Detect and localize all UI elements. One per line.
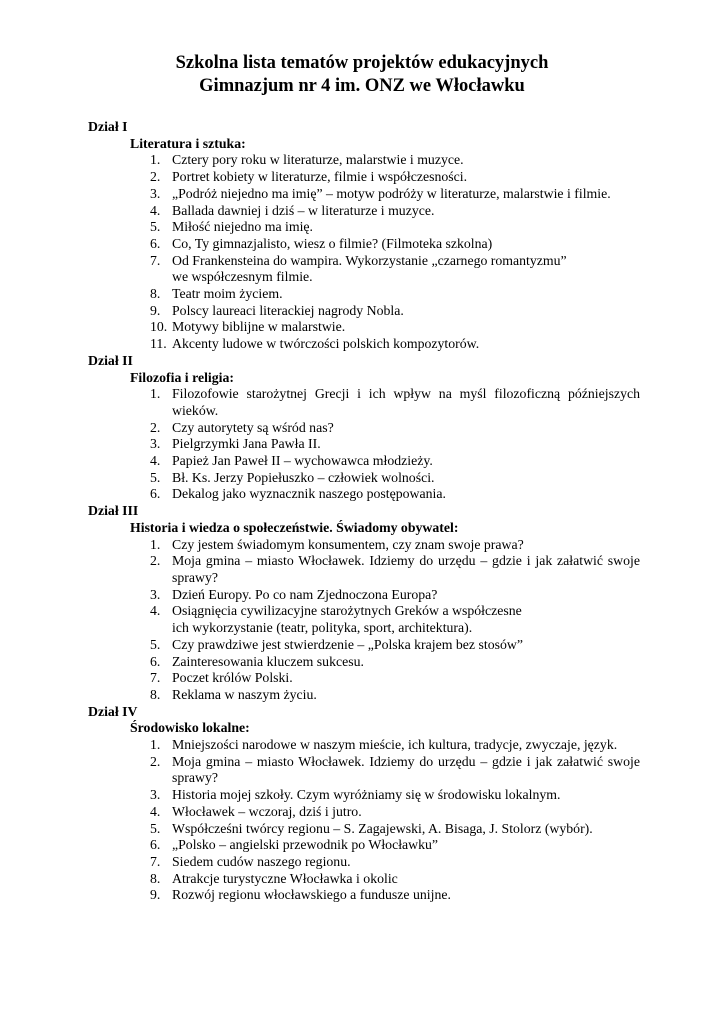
topic-text: Ballada dawniej i dziś – w literaturze i muzyce. xyxy=(172,202,435,218)
topic-text: Miłość niejedno ma imię. xyxy=(172,219,314,235)
section-label: Dział IV xyxy=(88,703,138,719)
topic-number: 1. xyxy=(150,152,161,168)
section-label: Dział I xyxy=(88,119,128,134)
topic-item xyxy=(88,670,640,687)
topic-text: Akcenty ludowe w twórczości polskich kompozytorów. xyxy=(172,336,480,352)
title-line-2: Gimnazjum nr 4 im. ONZ we Włocławku xyxy=(199,76,525,96)
section-label: Dział II xyxy=(88,352,133,368)
topic-item xyxy=(88,286,640,303)
topic-number: 7. xyxy=(150,670,161,686)
topic-text: Czy prawdziwe jest stwierdzenie – „Polska krajem bez stosów” xyxy=(172,636,523,652)
topic-text: „Podróż niejedno ma imię” – motyw podróży w literaturze, malarstwie i filmie. xyxy=(172,185,611,201)
topic-text: Zainteresowania kluczem sukcesu. xyxy=(172,653,364,669)
topic-item xyxy=(88,837,640,854)
topic-text: Pielgrzymki Jana Pawła II. xyxy=(172,436,321,452)
topic-number: 7. xyxy=(150,853,161,869)
topic-item xyxy=(88,553,640,586)
topic-number: 2. xyxy=(150,553,161,569)
topic-text: Polscy laureaci literackiej nagrody Nobla. xyxy=(172,302,404,318)
topic-item xyxy=(88,420,640,437)
topic-item xyxy=(88,637,640,654)
topic-item xyxy=(88,303,640,320)
topic-text: Rozwój regionu włocławskiego a fundusze unijne. xyxy=(172,887,451,903)
topic-number: 6. xyxy=(150,235,161,251)
topic-item xyxy=(88,386,640,419)
topic-text: Cztery pory roku w literaturze, malarstwie i muzyce. xyxy=(172,152,464,168)
topics-list xyxy=(88,119,640,904)
section-heading: Literatura i sztuka: xyxy=(130,135,246,151)
document-title xyxy=(0,52,724,98)
topic-text: Czy jestem świadomym konsumentem, czy znam swoje prawa? xyxy=(172,536,524,552)
topic-number: 5. xyxy=(150,820,161,836)
topic-number: 1. xyxy=(150,386,161,402)
topic-item xyxy=(88,887,640,904)
topic-number: 5. xyxy=(150,469,161,485)
topic-text: Moja gmina – miasto Włocławek. Idziemy do urzędu – gdzie i jak załatwić swoje sprawy? xyxy=(172,753,640,786)
topic-number: 5. xyxy=(150,219,161,235)
topic-list xyxy=(88,737,640,904)
topic-text: Czy autorytety są wśród nas? xyxy=(172,419,334,435)
topic-text: Papież Jan Paweł II – wychowawca młodzieży. xyxy=(172,453,433,469)
topic-item xyxy=(88,219,640,236)
topic-number: 10. xyxy=(150,319,168,335)
topic-text: Atrakcje turystyczne Włocławka i okolic xyxy=(172,870,398,886)
topic-number: 4. xyxy=(150,603,161,619)
topic-number: 4. xyxy=(150,453,161,469)
topic-item xyxy=(88,821,640,838)
topic-text-continuation: ich wykorzystanie (teatr, polityka, sport, architektura). xyxy=(172,620,473,636)
topic-number: 1. xyxy=(150,536,161,552)
topic-number: 6. xyxy=(150,486,161,502)
topic-item xyxy=(88,236,640,253)
topic-text: Włocławek – wczoraj, dziś i jutro. xyxy=(172,803,362,819)
topic-item xyxy=(88,737,640,754)
topic-number: 11. xyxy=(150,336,167,352)
topic-item xyxy=(88,186,640,203)
topic-text: Reklama w naszym życiu. xyxy=(172,686,317,702)
topic-item xyxy=(88,754,640,787)
topic-item xyxy=(88,654,640,671)
topic-number: 3. xyxy=(150,436,161,452)
topic-item xyxy=(88,804,640,821)
topic-item xyxy=(88,871,640,888)
topic-number: 1. xyxy=(150,737,161,753)
topic-number: 8. xyxy=(150,686,161,702)
topic-number: 8. xyxy=(150,870,161,886)
topic-item xyxy=(88,587,640,604)
topic-text: Od Frankensteina do wampira. Wykorzystanie „czarnego romantyzmu” xyxy=(172,252,567,268)
topic-item xyxy=(88,253,640,286)
topic-text: Moja gmina – miasto Włocławek. Idziemy do urzędu – gdzie i jak załatwić swoje sprawy? xyxy=(172,553,640,585)
topic-number: 4. xyxy=(150,202,161,218)
section xyxy=(88,119,640,353)
topic-item xyxy=(88,687,640,704)
topic-item xyxy=(88,453,640,470)
section-heading: Środowisko lokalne: xyxy=(130,720,250,736)
topic-text: Siedem cudów naszego regionu. xyxy=(172,853,351,869)
topic-item xyxy=(88,169,640,186)
section-heading: Historia i wiedza o społeczeństwie. Świadomy obywatel: xyxy=(130,519,459,535)
topic-text: „Polsko – angielski przewodnik po Włocławku” xyxy=(172,837,439,853)
title-line-1: Szkolna lista tematów projektów edukacyjnych xyxy=(175,53,549,73)
topic-number: 7. xyxy=(150,252,161,268)
topic-number: 6. xyxy=(150,653,161,669)
topic-number: 2. xyxy=(150,419,161,435)
section xyxy=(88,353,640,503)
topic-number: 2. xyxy=(150,169,161,185)
topic-text: Portret kobiety w literaturze, filmie i współczesności. xyxy=(172,169,468,185)
topic-number: 3. xyxy=(150,185,161,201)
topic-item xyxy=(88,152,640,169)
topic-number: 8. xyxy=(150,286,161,302)
topic-number: 9. xyxy=(150,302,161,318)
topic-text: Motywy biblijne w malarstwie. xyxy=(172,319,346,335)
topic-item xyxy=(88,603,640,636)
topic-text: Bł. Ks. Jerzy Popiełuszko – człowiek wolności. xyxy=(172,469,435,485)
topic-text: Mniejszości narodowe w naszym mieście, ich kultura, tradycje, zwyczaje, język. xyxy=(172,737,618,753)
topic-number: 6. xyxy=(150,837,161,853)
topic-text: Poczet królów Polski. xyxy=(172,670,293,686)
topic-list xyxy=(88,386,640,503)
topic-item xyxy=(88,203,640,220)
topic-list xyxy=(88,152,640,352)
topic-text: Co, Ty gimnazjalisto, wiesz o filmie? (Filmoteka szkolna) xyxy=(172,235,493,251)
topic-text: Współcześni twórcy regionu – S. Zagajewski, A. Bisaga, J. Stolorz (wybór). xyxy=(172,820,593,836)
topic-item xyxy=(88,436,640,453)
topic-item xyxy=(88,854,640,871)
topic-item xyxy=(88,486,640,503)
topic-number: 3. xyxy=(150,787,161,803)
topic-text: Osiągnięcia cywilizacyjne starożytnych Greków a współczesne xyxy=(172,603,522,619)
topic-list xyxy=(88,537,640,704)
topic-item xyxy=(88,787,640,804)
topic-number: 9. xyxy=(150,887,161,903)
topic-text-continuation: we współczesnym filmie. xyxy=(172,269,313,285)
section-label: Dział III xyxy=(88,503,139,519)
topic-text: Dekalog jako wyznacznik naszego postępowania. xyxy=(172,486,446,502)
section-heading: Filozofia i religia: xyxy=(130,369,234,385)
topic-item xyxy=(88,319,640,336)
topic-text: Filozofowie starożytnej Grecji i ich wpływ na myśl filozoficzną późniejszych wieków. xyxy=(172,386,640,418)
section xyxy=(88,704,640,904)
topic-text: Historia mojej szkoły. Czym wyróżniamy się w środowisku lokalnym. xyxy=(172,787,561,803)
topic-number: 4. xyxy=(150,803,161,819)
topic-item xyxy=(88,336,640,353)
topic-number: 3. xyxy=(150,586,161,602)
topic-number: 2. xyxy=(150,753,161,769)
topic-text: Teatr moim życiem. xyxy=(172,286,283,302)
topic-item xyxy=(88,470,640,487)
section xyxy=(88,503,640,703)
topic-item xyxy=(88,537,640,554)
topic-number: 5. xyxy=(150,636,161,652)
topic-text: Dzień Europy. Po co nam Zjednoczona Europa? xyxy=(172,586,438,602)
